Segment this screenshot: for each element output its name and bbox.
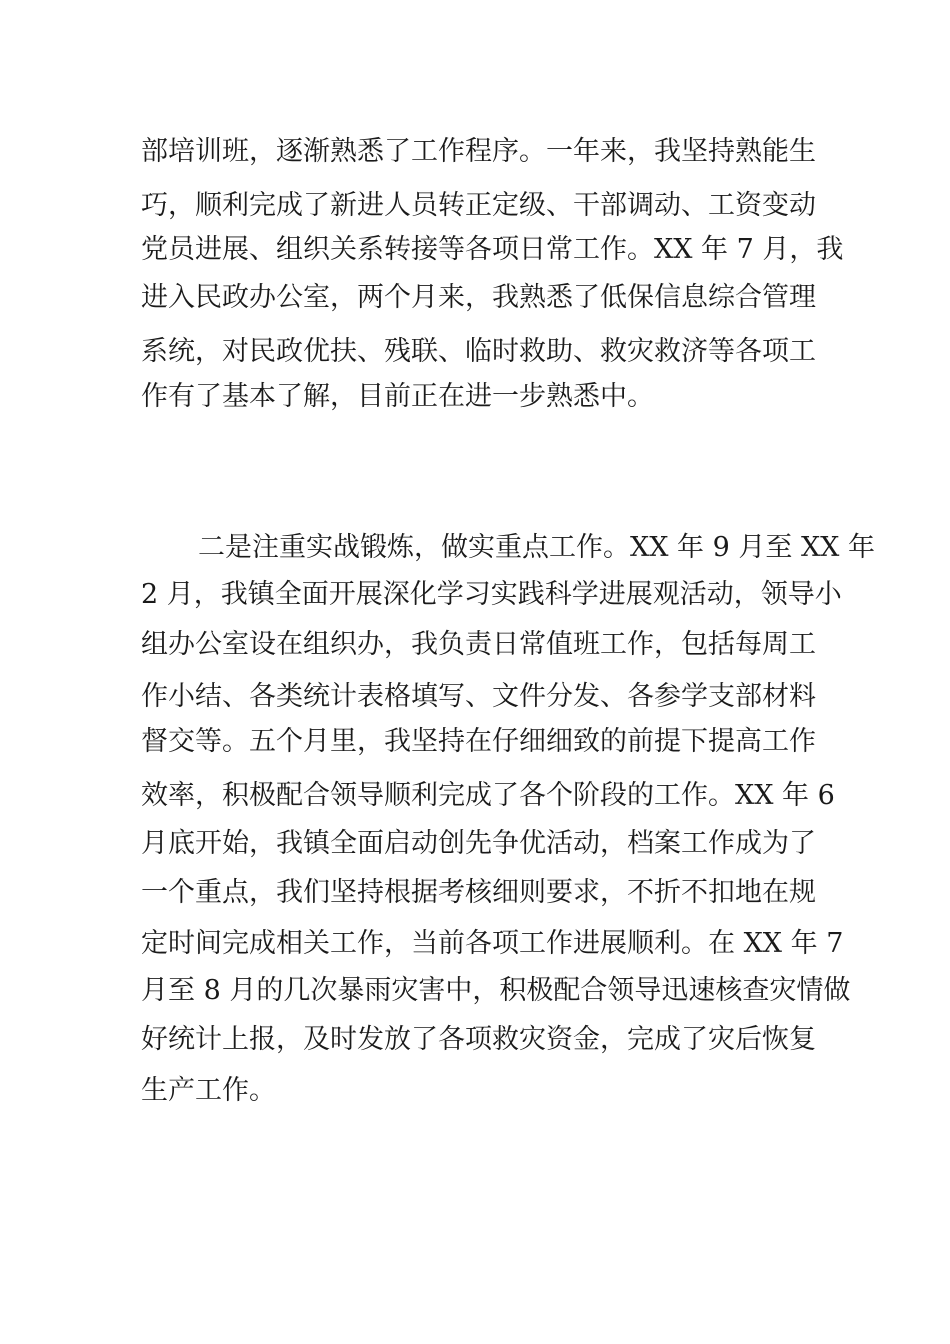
text-line: 系统，对民政优扶、残联、临时救助、救灾救济等各项工 <box>141 336 816 367</box>
text-line: 好统计上报，及时发放了各项救灾资金，完成了灾后恢复 <box>141 1024 816 1055</box>
text-line: 2 月，我镇全面开展深化学习实践科学进展观活动，领导小 <box>141 579 842 610</box>
text-line: 生产工作。 <box>141 1075 276 1106</box>
text-line: 部培训班，逐渐熟悉了工作程序。一年来，我坚持熟能生 <box>141 136 816 167</box>
text-line: 作有了基本了解，目前正在进一步熟悉中。 <box>141 381 654 412</box>
text-line: 巧，顺利完成了新进人员转正定级、干部调动、工资变动 <box>141 190 816 221</box>
text-line: 二是注重实战锻炼，做实重点工作。XX 年 9 月至 XX 年 <box>198 532 875 563</box>
text-line: 党员进展、组织关系转接等各项日常工作。XX 年 7 月，我 <box>141 234 844 265</box>
text-line: 进入民政办公室，两个月来，我熟悉了低保信息综合管理 <box>141 282 816 313</box>
text-line: 组办公室设在组织办，我负责日常值班工作，包括每周工 <box>141 629 816 660</box>
text-line: 月至 8 月的几次暴雨灾害中，积极配合领导迅速核查灾情做 <box>141 975 851 1006</box>
text-line: 效率，积极配合领导顺利完成了各个阶段的工作。XX 年 6 <box>141 780 835 811</box>
text-line: 作小结、各类统计表格填写、文件分发、各参学支部材料 <box>141 681 816 712</box>
text-line: 一个重点，我们坚持根据考核细则要求，不折不扣地在规 <box>141 877 816 908</box>
text-line: 督交等。五个月里，我坚持在仔细细致的前提下提高工作 <box>141 726 816 757</box>
text-line: 月底开始，我镇全面启动创先争优活动，档案工作成为了 <box>141 828 816 859</box>
text-line: 定时间完成相关工作，当前各项工作进展顺利。在 XX 年 7 <box>141 928 844 959</box>
